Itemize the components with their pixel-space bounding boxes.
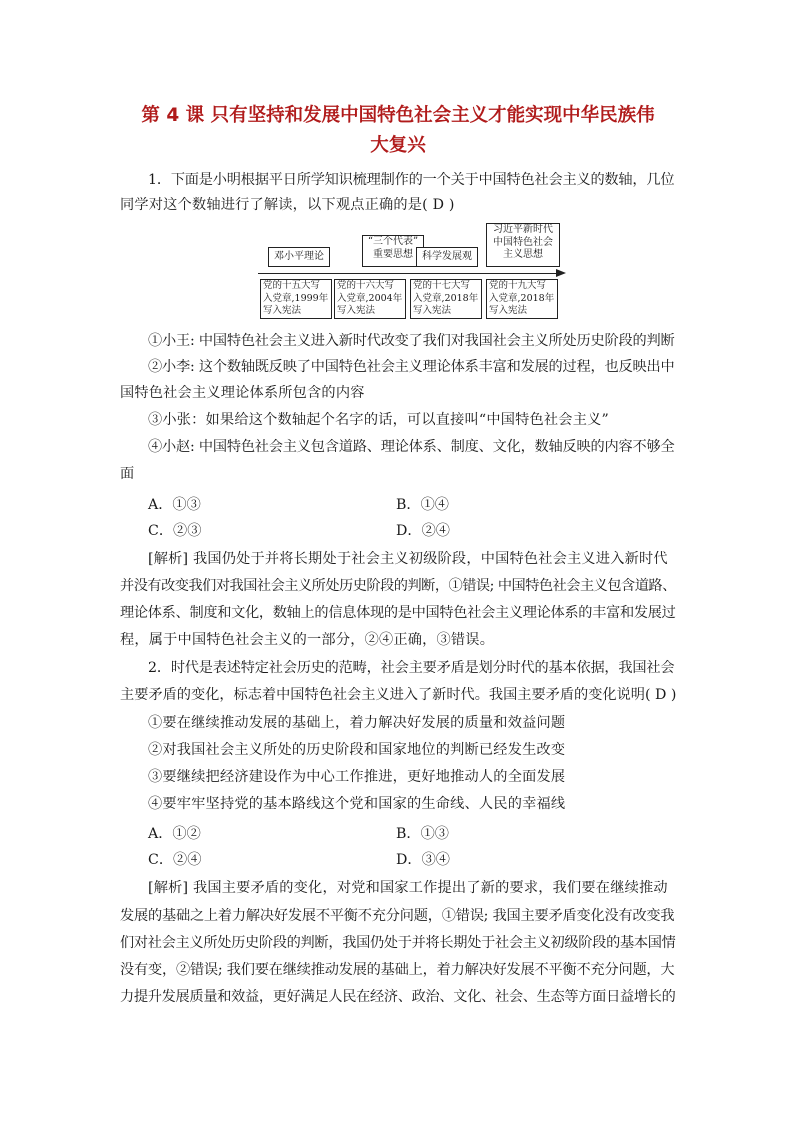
q2-option-d: D．③④ (396, 852, 450, 868)
theory-timeline-figure (258, 222, 570, 322)
q2-option-a: A．①② (148, 826, 201, 842)
q1-analysis-line2: 并没有改变我们对我国社会主义所处历史阶段的判断，①错误; 中国特色社会主义包含道路、 (120, 578, 676, 594)
timeline-top-box-1 (268, 247, 330, 267)
q2-statement-3: ③要继续把经济建设作为中心工作推进，更好地推动人的全面发展 (148, 769, 566, 785)
q2-analysis-line1: [解析] 我国主要矛盾的变化，对党和国家工作提出了新的要求，我们要在继续推动 (148, 880, 668, 896)
q1-option-d: D．②④ (396, 523, 450, 539)
q1-statement-3: ③小张：如果给这个数轴起个名字的话，可以直接叫“中国特色社会主义” (148, 412, 609, 428)
timeline-top-box-2 (362, 235, 424, 267)
q2-statement-1: ①要在继续推动发展的基础上，着力解决好发展的质量和效益问题 (148, 715, 566, 731)
timeline-bottom-text: 写入宪法 (337, 305, 376, 316)
timeline-top-text: 科学发展观 (422, 251, 472, 262)
q1-statement-1: ①小王: 中国特色社会主义进入新时代改变了我们对我国社会主义所处历史阶段的判断 (148, 333, 675, 349)
q1-stem-line2: 同学对这个数轴进行了解读，以下观点正确的是( D ) (120, 197, 455, 213)
timeline-bottom-box-2 (334, 279, 406, 319)
timeline-bottom-text: 写入宪法 (489, 305, 528, 316)
timeline-bottom-text: 入党章,1999年 (263, 292, 329, 304)
q2-stem-line1: 2．时代是表述特定社会历史的范畴，社会主要矛盾是划分时代的基本依据，我国社会 (148, 660, 675, 676)
timeline-bottom-text: 党的十六大写 (337, 280, 395, 291)
timeline-top-text: “三个代表” (367, 236, 419, 247)
q2-analysis-line3: 们对社会主义所处历史阶段的判断，我国仍处于并将长期处于社会主义初级阶段的基本国情 (120, 935, 676, 951)
timeline-bottom-box-1 (260, 279, 332, 319)
timeline-bottom-text: 写入宪法 (263, 305, 302, 316)
q2-statement-4: ④要牢牢坚持党的基本路线这个党和国家的生命线、人民的幸福线 (148, 796, 566, 812)
q1-analysis-line1: [解析] 我国仍处于并将长期处于社会主义初级阶段，中国特色社会主义进入新时代 (148, 551, 668, 567)
q2-analysis-line2: 发展的基础之上着力解决好发展不平衡不充分问题，①错误; 我国主要矛盾变化没有改变我 (120, 908, 675, 924)
timeline-bottom-text: 写入宪法 (413, 305, 452, 316)
q2-stem-line2: 主要矛盾的变化，标志着中国特色社会主义进入了新时代。我国主要矛盾的变化说明( D ) (120, 687, 677, 703)
q2-statement-2: ②对我国社会主义所处的历史阶段和国家地位的判断已经发生改变 (148, 742, 566, 758)
q1-stem-line1: 1．下面是小明根据平日所学知识梳理制作的一个关于中国特色社会主义的数轴，几位 (148, 172, 675, 188)
timeline-bottom-text: 党的十五大写 (263, 280, 321, 291)
timeline-top-box-3 (416, 247, 478, 267)
timeline-top-text: 重要思想 (373, 248, 413, 260)
q1-option-a: A．①③ (148, 497, 201, 513)
timeline-top-text: 主义思想 (503, 249, 543, 260)
q1-option-b: B．①④ (396, 497, 449, 513)
timeline-top-text: 邓小平理论 (274, 251, 324, 262)
timeline-top-box-4 (486, 223, 560, 267)
timeline-bottom-text: 党的十九大写 (489, 280, 547, 291)
q1-option-c: C．②③ (148, 523, 202, 539)
q2-analysis-line5: 力提升发展质量和效益，更好满足人民在经济、政治、文化、社会、生态等方面日益增长的 (120, 989, 676, 1005)
q1-statement-2-line1: ②小李: 这个数轴既反映了中国特色社会主义理论体系丰富和发展的过程，也反映出中 (148, 359, 675, 375)
timeline-bottom-text: 入党章,2018年 (413, 292, 479, 304)
timeline-bottom-text: 入党章,2004年 (337, 292, 403, 304)
timeline-top-text: 习近平新时代 (493, 224, 553, 235)
timeline-bottom-box-4 (486, 279, 558, 319)
q2-analysis-line4: 没有变，②错误; 我们要在继续推动发展的基础上，着力解决好发展不平衡不充分问题，大 (120, 962, 675, 978)
q1-statement-4-line2: 面 (120, 466, 135, 482)
q1-analysis-line4: 程，属于中国特色社会主义的一部分，②④正确，③错误。 (120, 632, 495, 648)
timeline-bottom-box-3 (410, 279, 482, 319)
timeline-bottom-text: 入党章,2018年 (489, 292, 555, 304)
lesson-title-line1: 第 4 课 只有坚持和发展中国特色社会主义才能实现中华民族伟 (141, 105, 655, 126)
timeline-bottom-text: 党的十七大写 (413, 280, 471, 291)
q1-statement-4-line1: ④小赵: 中国特色社会主义包含道路、理论体系、制度、文化，数轴反映的内容不够全 (148, 439, 675, 455)
timeline-top-text: 中国特色社会 (493, 236, 553, 248)
timeline-arrow-icon (556, 269, 566, 277)
lesson-title-line2: 大复兴 (370, 135, 426, 156)
q1-statement-2-line2: 国特色社会主义理论体系所包含的内容 (120, 385, 365, 401)
q2-option-b: B．①③ (396, 826, 449, 842)
timeline-axis (258, 273, 558, 274)
q2-option-c: C．②④ (148, 852, 202, 868)
q1-analysis-line3: 理论体系、制度和文化，数轴上的信息体现的是中国特色社会主义理论体系的丰富和发展过 (120, 605, 676, 621)
